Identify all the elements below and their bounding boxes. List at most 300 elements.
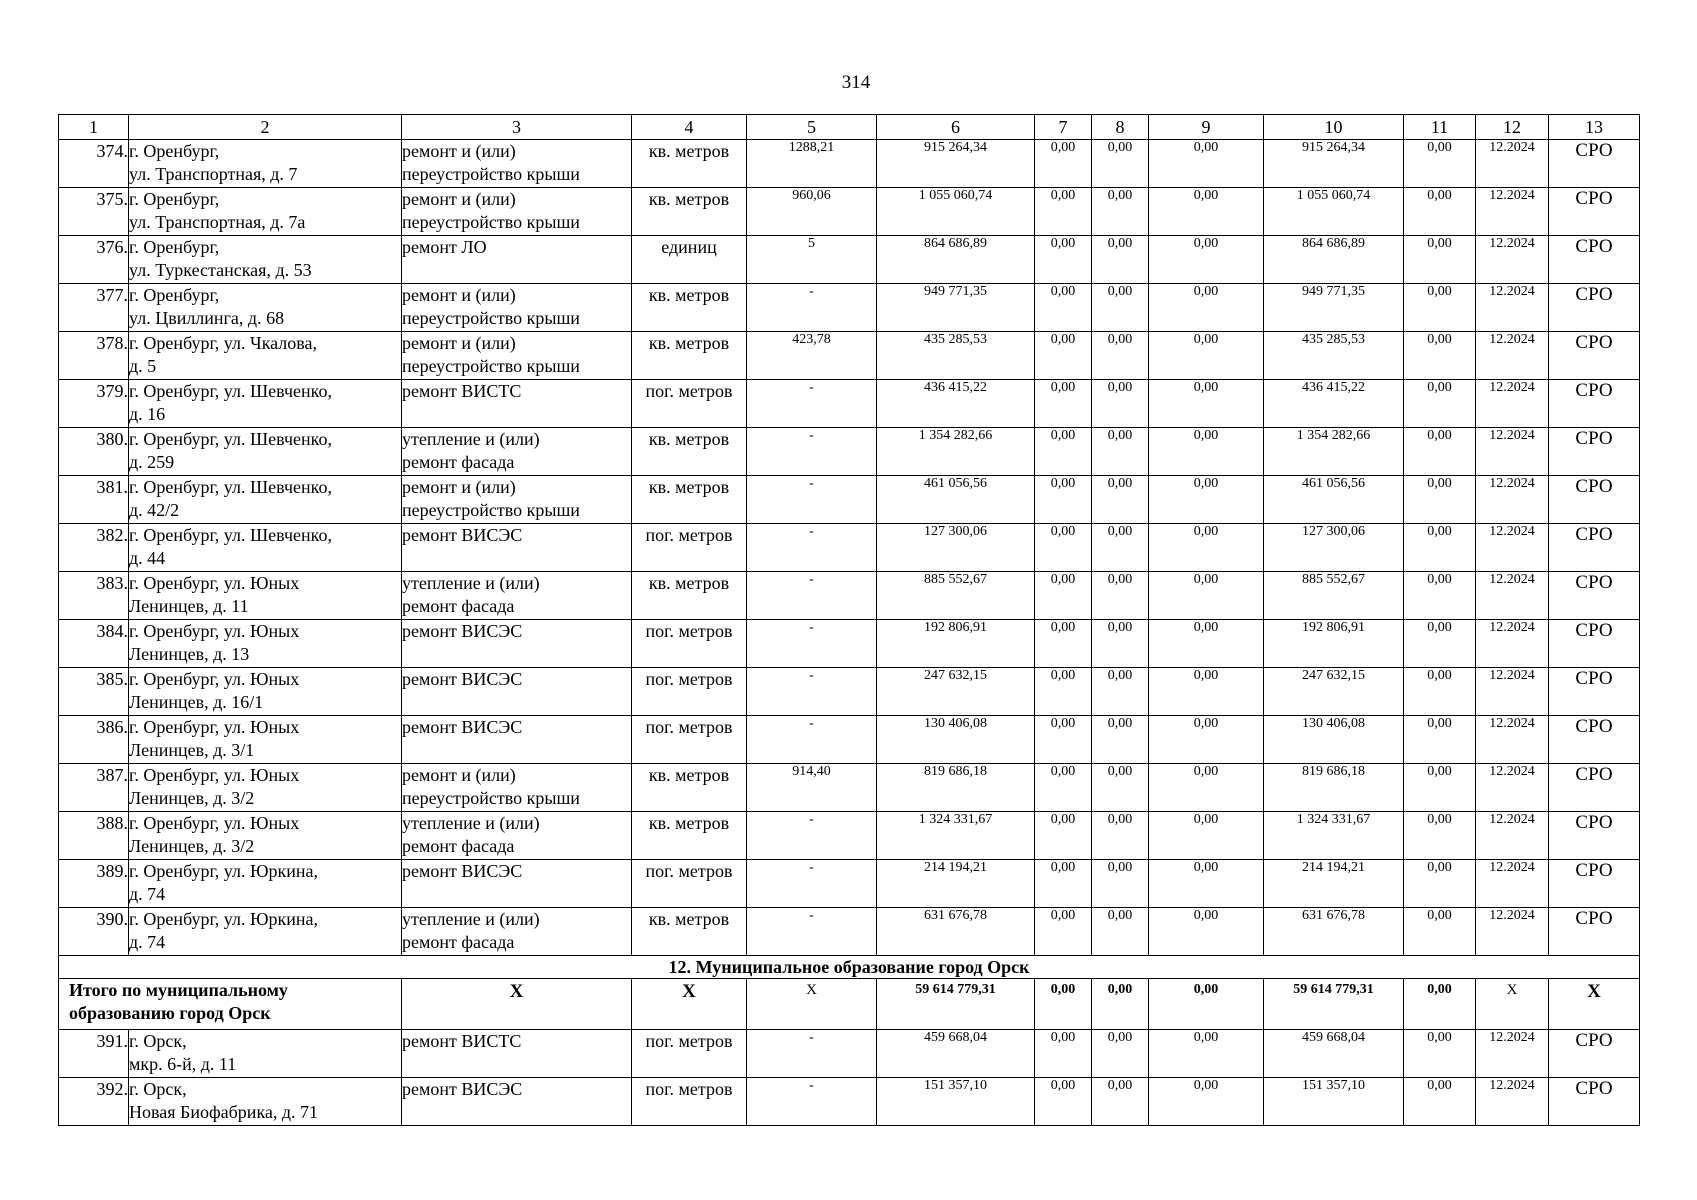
address-line: г. Оренбург, [129, 141, 220, 161]
table-row [59, 188, 1640, 236]
work-type-cell [402, 524, 632, 572]
method-cell: СРО [1549, 812, 1640, 860]
fund-cell: 0,00 [1404, 332, 1476, 380]
owners-funds-cell: 435 285,53 [1264, 332, 1404, 380]
address-line: д. 74 [129, 932, 166, 952]
fund-cell: 0,00 [1404, 236, 1476, 284]
deadline-cell: 12.2024 [1476, 332, 1549, 380]
unit-cell: кв. метров [632, 572, 747, 620]
fund-cell: 0,00 [1035, 428, 1092, 476]
address-cell [129, 332, 402, 380]
work-type-line: ремонт ВИСТС [402, 1031, 522, 1051]
fund-cell: 0,00 [1092, 1030, 1149, 1078]
owners-funds-cell: 864 686,89 [1264, 236, 1404, 284]
address-cell [129, 620, 402, 668]
section-title: 12. Муниципальное образование город Орск [59, 956, 1640, 979]
fund-cell: 0,00 [1149, 284, 1264, 332]
fund-cell: 0,00 [1149, 1030, 1264, 1078]
total-label-line: Итого по муниципальному [69, 980, 288, 1000]
address-line: Ленинцев, д. 3/2 [129, 788, 255, 808]
address-line: г. Оренбург, ул. Юркина, [129, 909, 318, 929]
fund-cell: 0,00 [1149, 620, 1264, 668]
work-type-cell [402, 236, 632, 284]
deadline-cell: 12.2024 [1476, 716, 1549, 764]
unit-cell: кв. метров [632, 764, 747, 812]
address-line: Ленинцев, д. 13 [129, 644, 250, 664]
work-type-line: переустройство крыши [402, 788, 580, 808]
address-line: г. Оренбург, [129, 189, 220, 209]
fund-cell: 0,00 [1404, 188, 1476, 236]
fund-cell: 0,00 [1404, 908, 1476, 956]
owners-funds-cell: 459 668,04 [1264, 1030, 1404, 1078]
row-number-cell: 384. [59, 620, 129, 668]
deadline-cell: 12.2024 [1476, 1078, 1549, 1126]
total-cost-cell: 436 415,22 [877, 380, 1035, 428]
fund-cell: 0,00 [1404, 1078, 1476, 1126]
fund-cell: 0,00 [1092, 716, 1149, 764]
table-row [59, 1078, 1640, 1126]
row-number-cell: 391. [59, 1030, 129, 1078]
work-type-cell [402, 1030, 632, 1078]
address-cell [129, 812, 402, 860]
owners-funds-cell: 461 056,56 [1264, 476, 1404, 524]
address-line: ул. Транспортная, д. 7 [129, 164, 298, 184]
total-cell: 59 614 779,31 [877, 979, 1035, 1030]
total-cost-cell: 819 686,18 [877, 764, 1035, 812]
fund-cell: 0,00 [1035, 572, 1092, 620]
unit-cell: пог. метров [632, 716, 747, 764]
work-type-cell [402, 428, 632, 476]
row-number-cell: 374. [59, 140, 129, 188]
address-cell [129, 140, 402, 188]
table-row [59, 764, 1640, 812]
volume-cell: - [747, 1078, 877, 1126]
fund-cell: 0,00 [1092, 572, 1149, 620]
total-cell: 0,00 [1035, 979, 1092, 1030]
fund-cell: 0,00 [1092, 428, 1149, 476]
method-cell: СРО [1549, 140, 1640, 188]
fund-cell: 0,00 [1149, 188, 1264, 236]
owners-funds-cell: 631 676,78 [1264, 908, 1404, 956]
work-type-cell [402, 908, 632, 956]
work-type-line: ремонт ЛО [402, 237, 487, 257]
row-number-cell: 382. [59, 524, 129, 572]
fund-cell: 0,00 [1035, 764, 1092, 812]
fund-cell: 0,00 [1404, 284, 1476, 332]
fund-cell: 0,00 [1149, 1078, 1264, 1126]
unit-cell: кв. метров [632, 188, 747, 236]
total-cost-cell: 885 552,67 [877, 572, 1035, 620]
fund-cell: 0,00 [1404, 140, 1476, 188]
fund-cell: 0,00 [1404, 380, 1476, 428]
owners-funds-cell: 885 552,67 [1264, 572, 1404, 620]
unit-cell: пог. метров [632, 620, 747, 668]
row-number-cell: 390. [59, 908, 129, 956]
address-line: г. Оренбург, ул. Юных [129, 717, 300, 737]
work-type-line: ремонт ВИСЭС [402, 669, 523, 689]
total-cell: X [1549, 979, 1640, 1030]
row-number-cell: 379. [59, 380, 129, 428]
method-cell: СРО [1549, 332, 1640, 380]
column-number: 7 [1035, 115, 1092, 140]
address-line: г. Оренбург, ул. Юных [129, 573, 300, 593]
volume-cell: 5 [747, 236, 877, 284]
address-line: г. Орск, [129, 1031, 187, 1051]
total-cost-cell: 1 055 060,74 [877, 188, 1035, 236]
work-type-line: ремонт ВИСЭС [402, 525, 523, 545]
total-cell: 0,00 [1149, 979, 1264, 1030]
address-line: г. Оренбург, ул. Шевченко, [129, 525, 332, 545]
work-type-line: переустройство крыши [402, 212, 580, 232]
total-cost-cell: 1 324 331,67 [877, 812, 1035, 860]
deadline-cell: 12.2024 [1476, 284, 1549, 332]
method-cell: СРО [1549, 860, 1640, 908]
method-cell: СРО [1549, 1078, 1640, 1126]
fund-cell: 0,00 [1035, 380, 1092, 428]
total-cell: 0,00 [1092, 979, 1149, 1030]
deadline-cell: 12.2024 [1476, 860, 1549, 908]
row-number-cell: 387. [59, 764, 129, 812]
address-line: Новая Биофабрика, д. 71 [129, 1102, 319, 1122]
fund-cell: 0,00 [1035, 476, 1092, 524]
total-cell: X [402, 979, 632, 1030]
address-line: д. 74 [129, 884, 166, 904]
row-number-cell: 389. [59, 860, 129, 908]
fund-cell: 0,00 [1035, 236, 1092, 284]
owners-funds-cell: 130 406,08 [1264, 716, 1404, 764]
fund-cell: 0,00 [1035, 524, 1092, 572]
work-type-line: ремонт фасада [402, 932, 515, 952]
fund-cell: 0,00 [1035, 812, 1092, 860]
fund-cell: 0,00 [1092, 812, 1149, 860]
fund-cell: 0,00 [1149, 764, 1264, 812]
address-line: д. 16 [129, 404, 166, 424]
method-cell: СРО [1549, 284, 1640, 332]
work-type-cell [402, 380, 632, 428]
fund-cell: 0,00 [1404, 764, 1476, 812]
unit-cell: кв. метров [632, 140, 747, 188]
column-number: 8 [1092, 115, 1149, 140]
volume-cell: - [747, 908, 877, 956]
address-cell [129, 380, 402, 428]
method-cell: СРО [1549, 716, 1640, 764]
volume-cell: - [747, 284, 877, 332]
fund-cell: 0,00 [1149, 572, 1264, 620]
deadline-cell: 12.2024 [1476, 476, 1549, 524]
fund-cell: 0,00 [1404, 620, 1476, 668]
deadline-cell: 12.2024 [1476, 428, 1549, 476]
volume-cell: 423,78 [747, 332, 877, 380]
deadline-cell: 12.2024 [1476, 668, 1549, 716]
address-line: г. Оренбург, ул. Юных [129, 621, 300, 641]
owners-funds-cell: 214 194,21 [1264, 860, 1404, 908]
address-line: г. Оренбург, ул. Юркина, [129, 861, 318, 881]
total-cost-cell: 127 300,06 [877, 524, 1035, 572]
row-number-cell: 392. [59, 1078, 129, 1126]
address-cell [129, 188, 402, 236]
row-number-cell: 378. [59, 332, 129, 380]
work-type-line: переустройство крыши [402, 356, 580, 376]
address-cell [129, 572, 402, 620]
column-number: 1 [59, 115, 129, 140]
fund-cell: 0,00 [1092, 524, 1149, 572]
address-line: ул. Цвиллинга, д. 68 [129, 308, 285, 328]
total-cost-cell: 915 264,34 [877, 140, 1035, 188]
work-type-cell [402, 1078, 632, 1126]
owners-funds-cell: 819 686,18 [1264, 764, 1404, 812]
fund-cell: 0,00 [1092, 764, 1149, 812]
table-row [59, 236, 1640, 284]
address-line: д. 42/2 [129, 500, 180, 520]
deadline-cell: 12.2024 [1476, 812, 1549, 860]
fund-cell: 0,00 [1035, 908, 1092, 956]
work-type-cell [402, 668, 632, 716]
work-type-line: переустройство крыши [402, 308, 580, 328]
fund-cell: 0,00 [1092, 284, 1149, 332]
fund-cell: 0,00 [1404, 572, 1476, 620]
method-cell: СРО [1549, 236, 1640, 284]
column-number: 3 [402, 115, 632, 140]
total-cost-cell: 435 285,53 [877, 332, 1035, 380]
unit-cell: пог. метров [632, 524, 747, 572]
fund-cell: 0,00 [1092, 1078, 1149, 1126]
fund-cell: 0,00 [1035, 188, 1092, 236]
fund-cell: 0,00 [1092, 188, 1149, 236]
total-cost-cell: 214 194,21 [877, 860, 1035, 908]
fund-cell: 0,00 [1404, 716, 1476, 764]
address-cell [129, 284, 402, 332]
volume-cell: - [747, 476, 877, 524]
work-type-line: переустройство крыши [402, 164, 580, 184]
fund-cell: 0,00 [1404, 860, 1476, 908]
work-type-line: ремонт фасада [402, 452, 515, 472]
work-type-line: ремонт фасада [402, 596, 515, 616]
fund-cell: 0,00 [1092, 908, 1149, 956]
fund-cell: 0,00 [1149, 236, 1264, 284]
row-number-cell: 385. [59, 668, 129, 716]
work-type-line: утепление и (или) [402, 573, 540, 593]
total-cost-cell: 631 676,78 [877, 908, 1035, 956]
owners-funds-cell: 192 806,91 [1264, 620, 1404, 668]
method-cell: СРО [1549, 428, 1640, 476]
address-line: д. 259 [129, 452, 175, 472]
fund-cell: 0,00 [1092, 476, 1149, 524]
total-cost-cell: 151 357,10 [877, 1078, 1035, 1126]
total-cost-cell: 192 806,91 [877, 620, 1035, 668]
address-line: г. Оренбург, ул. Юных [129, 669, 300, 689]
table-row [59, 1030, 1640, 1078]
work-type-cell [402, 860, 632, 908]
volume-cell: - [747, 1030, 877, 1078]
work-type-line: ремонт и (или) [402, 285, 516, 305]
address-line: г. Оренбург, [129, 285, 220, 305]
fund-cell: 0,00 [1035, 668, 1092, 716]
table-row [59, 908, 1640, 956]
work-type-line: ремонт и (или) [402, 333, 516, 353]
fund-cell: 0,00 [1404, 524, 1476, 572]
total-cost-cell: 247 632,15 [877, 668, 1035, 716]
address-cell [129, 524, 402, 572]
municipal-total-row [59, 979, 1640, 1030]
address-line: г. Оренбург, [129, 237, 220, 257]
total-cost-cell: 949 771,35 [877, 284, 1035, 332]
fund-cell: 0,00 [1092, 332, 1149, 380]
fund-cell: 0,00 [1149, 524, 1264, 572]
table-row [59, 812, 1640, 860]
owners-funds-cell: 127 300,06 [1264, 524, 1404, 572]
fund-cell: 0,00 [1404, 812, 1476, 860]
address-line: ул. Транспортная, д. 7а [129, 212, 306, 232]
table-row [59, 380, 1640, 428]
total-cost-cell: 461 056,56 [877, 476, 1035, 524]
deadline-cell: 12.2024 [1476, 572, 1549, 620]
total-cost-cell: 1 354 282,66 [877, 428, 1035, 476]
row-number-cell: 388. [59, 812, 129, 860]
address-line: д. 44 [129, 548, 166, 568]
fund-cell: 0,00 [1035, 1078, 1092, 1126]
deadline-cell: 12.2024 [1476, 140, 1549, 188]
unit-cell: кв. метров [632, 428, 747, 476]
address-cell [129, 428, 402, 476]
work-type-cell [402, 140, 632, 188]
work-type-line: ремонт и (или) [402, 477, 516, 497]
volume-cell: 1288,21 [747, 140, 877, 188]
table-row [59, 716, 1640, 764]
fund-cell: 0,00 [1092, 668, 1149, 716]
method-cell: СРО [1549, 908, 1640, 956]
address-line: г. Оренбург, ул. Шевченко, [129, 381, 332, 401]
fund-cell: 0,00 [1149, 332, 1264, 380]
fund-cell: 0,00 [1149, 668, 1264, 716]
owners-funds-cell: 1 055 060,74 [1264, 188, 1404, 236]
total-cell: 59 614 779,31 [1264, 979, 1404, 1030]
capital-repair-table [58, 114, 1640, 1126]
address-line: Ленинцев, д. 16/1 [129, 692, 264, 712]
method-cell: СРО [1549, 476, 1640, 524]
volume-cell: - [747, 716, 877, 764]
column-number: 9 [1149, 115, 1264, 140]
work-type-cell [402, 620, 632, 668]
unit-cell: кв. метров [632, 476, 747, 524]
total-cost-cell: 459 668,04 [877, 1030, 1035, 1078]
method-cell: СРО [1549, 188, 1640, 236]
work-type-cell [402, 476, 632, 524]
address-cell [129, 716, 402, 764]
unit-cell: кв. метров [632, 332, 747, 380]
table-row [59, 524, 1640, 572]
address-line: г. Орск, [129, 1079, 187, 1099]
work-type-line: ремонт и (или) [402, 765, 516, 785]
address-line: г. Оренбург, ул. Шевченко, [129, 477, 332, 497]
fund-cell: 0,00 [1149, 140, 1264, 188]
row-number-cell: 386. [59, 716, 129, 764]
column-number: 12 [1476, 115, 1549, 140]
owners-funds-cell: 915 264,34 [1264, 140, 1404, 188]
address-line: г. Оренбург, ул. Юных [129, 813, 300, 833]
method-cell: СРО [1549, 524, 1640, 572]
deadline-cell: 12.2024 [1476, 188, 1549, 236]
volume-cell: - [747, 620, 877, 668]
column-number: 6 [877, 115, 1035, 140]
deadline-cell: 12.2024 [1476, 380, 1549, 428]
work-type-line: утепление и (или) [402, 909, 540, 929]
column-number: 5 [747, 115, 877, 140]
unit-cell: пог. метров [632, 668, 747, 716]
fund-cell: 0,00 [1149, 476, 1264, 524]
fund-cell: 0,00 [1035, 284, 1092, 332]
deadline-cell: 12.2024 [1476, 1030, 1549, 1078]
row-number-cell: 375. [59, 188, 129, 236]
fund-cell: 0,00 [1404, 476, 1476, 524]
row-number-cell: 381. [59, 476, 129, 524]
owners-funds-cell: 1 324 331,67 [1264, 812, 1404, 860]
address-line: г. Оренбург, ул. Шевченко, [129, 429, 332, 449]
address-line: ул. Туркестанская, д. 53 [129, 260, 312, 280]
fund-cell: 0,00 [1149, 380, 1264, 428]
work-type-line: ремонт и (или) [402, 141, 516, 161]
method-cell: СРО [1549, 1030, 1640, 1078]
column-number-header-row [59, 115, 1640, 140]
unit-cell: пог. метров [632, 380, 747, 428]
work-type-line: утепление и (или) [402, 813, 540, 833]
table-row [59, 668, 1640, 716]
section-header-row [59, 956, 1640, 979]
unit-cell: единиц [632, 236, 747, 284]
address-line: Ленинцев, д. 3/2 [129, 836, 255, 856]
address-cell [129, 908, 402, 956]
total-cell: 0,00 [1404, 979, 1476, 1030]
address-line: Ленинцев, д. 3/1 [129, 740, 255, 760]
deadline-cell: 12.2024 [1476, 908, 1549, 956]
total-label [59, 979, 402, 1030]
work-type-line: ремонт фасада [402, 836, 515, 856]
fund-cell: 0,00 [1404, 1030, 1476, 1078]
fund-cell: 0,00 [1149, 860, 1264, 908]
volume-cell: - [747, 860, 877, 908]
fund-cell: 0,00 [1149, 908, 1264, 956]
owners-funds-cell: 151 357,10 [1264, 1078, 1404, 1126]
unit-cell: пог. метров [632, 860, 747, 908]
table-row [59, 620, 1640, 668]
volume-cell: 960,06 [747, 188, 877, 236]
work-type-cell [402, 716, 632, 764]
table-row [59, 572, 1640, 620]
column-number: 2 [129, 115, 402, 140]
fund-cell: 0,00 [1035, 620, 1092, 668]
total-cell: X [747, 979, 877, 1030]
work-type-cell [402, 572, 632, 620]
address-line: д. 5 [129, 356, 157, 376]
fund-cell: 0,00 [1092, 236, 1149, 284]
work-type-cell [402, 284, 632, 332]
address-cell [129, 860, 402, 908]
table-row [59, 476, 1640, 524]
page-number: 314 [841, 72, 871, 93]
work-type-cell [402, 764, 632, 812]
fund-cell: 0,00 [1404, 428, 1476, 476]
volume-cell: - [747, 572, 877, 620]
fund-cell: 0,00 [1092, 380, 1149, 428]
total-cost-cell: 864 686,89 [877, 236, 1035, 284]
volume-cell: - [747, 812, 877, 860]
address-cell [129, 1030, 402, 1078]
address-line: Ленинцев, д. 11 [129, 596, 249, 616]
row-number-cell: 383. [59, 572, 129, 620]
total-label-line: образованию город Орск [69, 1003, 271, 1023]
volume-cell: - [747, 428, 877, 476]
address-cell [129, 668, 402, 716]
fund-cell: 0,00 [1035, 716, 1092, 764]
